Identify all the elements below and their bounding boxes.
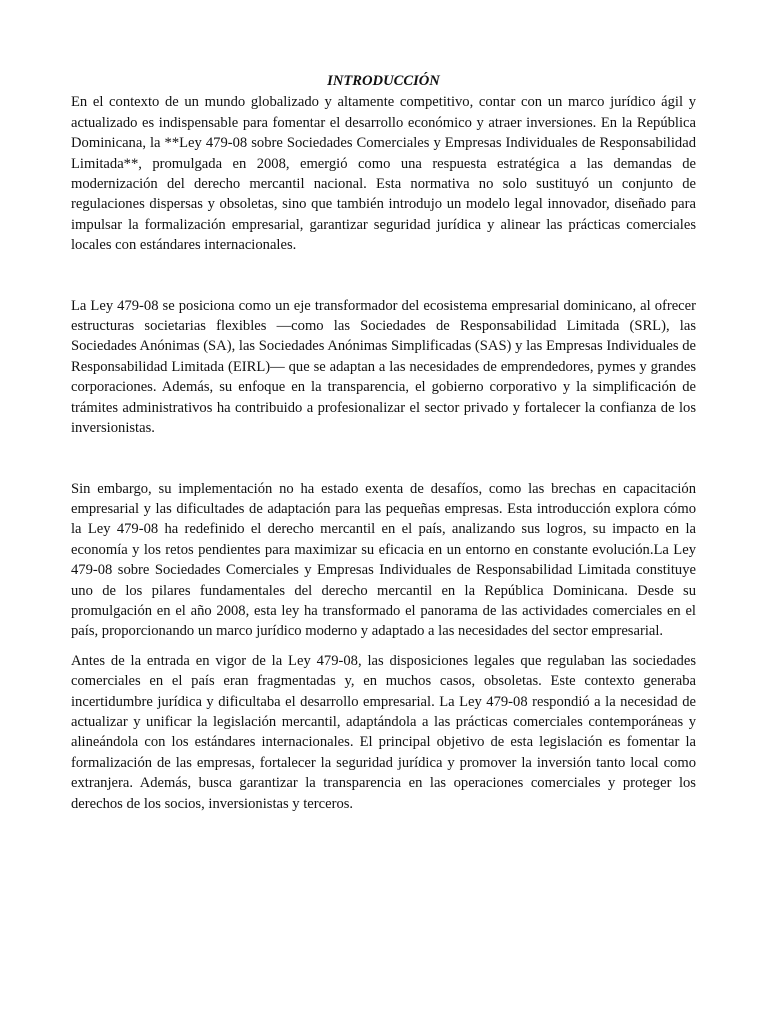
paragraph-3: Sin embargo, su implementación no ha estado exenta de desafíos, como las brechas en capacitación empresarial y las dificultades de adaptación para las pequeñas empresas. Esta introducción explora cómo la Ley 479-08 ha redefinido el derecho mercantil en el país, analizando sus logros, su impacto en la economía y los retos pendientes para maximizar su eficacia en un entorno en constante evolución.La Ley 479-08 sobre Sociedades Comerciales y Empresas Individuales de Responsabilidad Limitada constituye uno de los pilares fundamentales del derecho mercantil en la República Dominicana. Desde su promulgación en el año 2008, esta ley ha transformado el panorama de las actividades comerciales en el país, proporcionando un marco jurídico moderno y adaptado a las necesidades del sector empresarial. <box>71 480 696 640</box>
paragraph-2: La Ley 479-08 se posiciona como un eje transformador del ecosistema empresarial dominicano, al ofrecer estructuras societarias flexibles —como las Sociedades de Responsabilidad Limitada (SRL), las Sociedades Anónimas (SA), las Sociedades Anónimas Simplificadas (SAS) y las Empresas Individuales de Responsabilidad Limitada (EIRL)— que se adaptan a las necesidades de emprendedores, pymes y grandes corporaciones. Además, su enfoque en la transparencia, el gobierno corporativo y la simplificación de trámites administrativos ha contribuido a profesionalizar el sector privado y fortalecer la confianza de los inversionistas. <box>71 297 696 437</box>
paragraph-1: En el contexto de un mundo globalizado y altamente competitivo, contar con un marco jurídico ágil y actualizado es indispensable para fomentar el desarrollo económico y atraer inversiones. En la República Dominicana, la **Ley 479-08 sobre Sociedades Comerciales y Empresas Individuales de Responsabilidad Limitada**, promulgada en 2008, emergió como una respuesta estratégica a las demandas de modernización del derecho mercantil nacional. Esta normativa no solo sustituyó un conjunto de regulaciones dispersas y obsoletas, sino que también introdujo un modelo legal innovador, diseñado para impulsar la formalización empresarial, garantizar seguridad jurídica y alinear las prácticas comerciales locales con estándares internacionales. <box>71 94 696 254</box>
document-body <box>71 71 696 814</box>
paragraph-4: Antes de la entrada en vigor de la Ley 479-08, las disposiciones legales que regulaban las sociedades comerciales en el país eran fragmentadas y, en muchos casos, obsoletas. Este contexto generaba incertidumbre jurídica y dificultaba el desarrollo empresarial. La Ley 479-08 respondió a la necesidad de actualizar y unificar la legislación mercantil, adaptándola a las prácticas comerciales contemporáneas y alineándola con los estándares internacionales. El principal objetivo de esta legislación es fomentar la formalización de las empresas, fortalecer la seguridad jurídica y promover la inversión tanto local como extranjera. Además, busca garantizar la transparencia en las operaciones comerciales y proteger los derechos de los socios, inversionistas y terceros. <box>71 652 696 812</box>
document-title: INTRODUCCIÓN <box>327 73 440 89</box>
